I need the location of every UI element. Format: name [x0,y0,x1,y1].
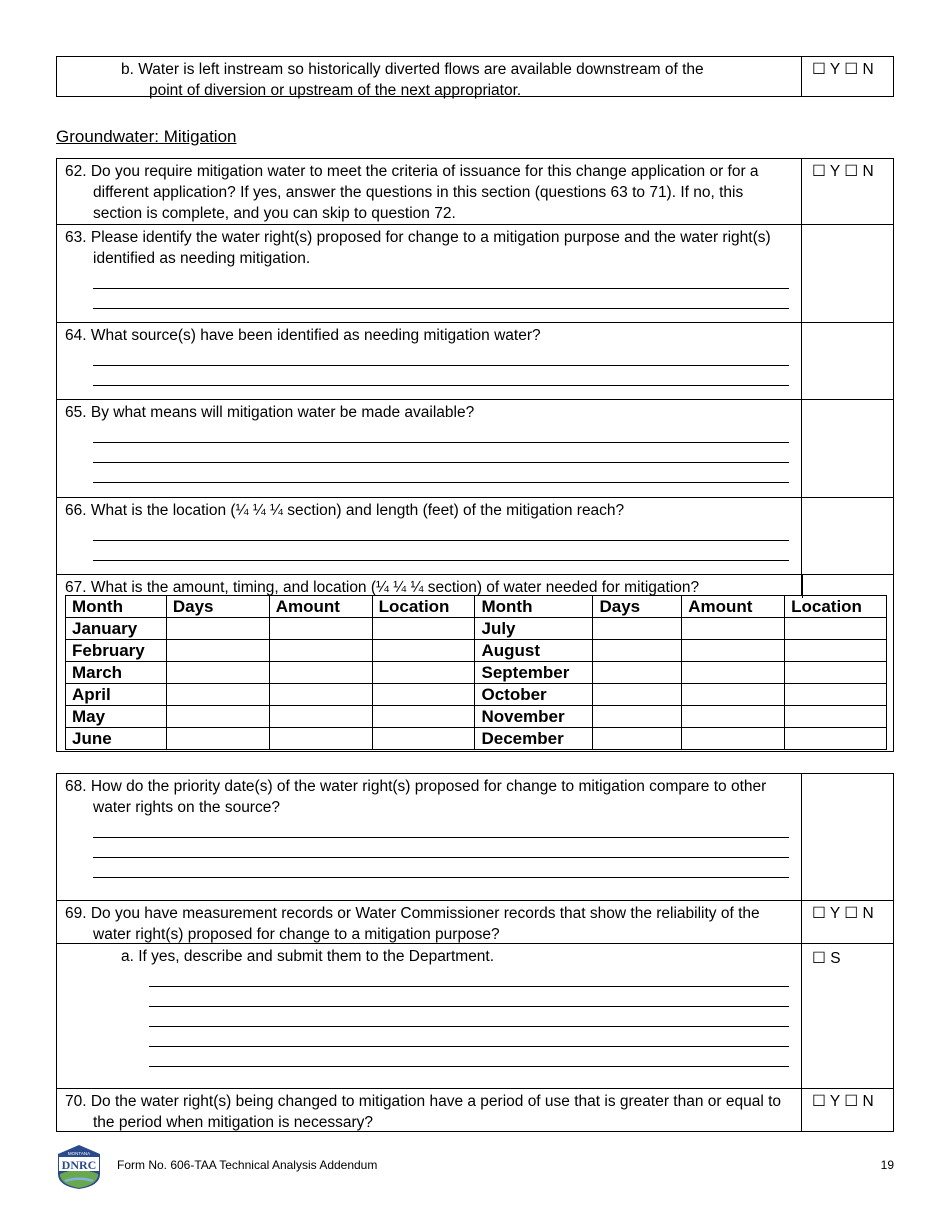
answer-line[interactable] [93,818,789,838]
month-cell: April [66,684,167,706]
table-row [66,618,887,640]
col-month: Month [475,596,593,618]
answer-line[interactable] [93,346,789,366]
days-cell[interactable] [593,728,682,750]
days-cell[interactable] [593,662,682,684]
location-cell[interactable] [785,640,887,662]
table-row [66,662,887,684]
question-66-text: 66. What is the location (¼ ¼ ¼ section) and length (feet) of the mitigation reach? [65,502,625,519]
amount-cell[interactable] [269,618,372,640]
question-63-text: 63. Please identify the water right(s) proposed for change to a mitigation purpose and the water right(s) identified as needing mitigation. [65,229,771,267]
location-cell[interactable] [785,684,887,706]
col-location: Location [785,596,887,618]
days-cell[interactable] [166,684,269,706]
days-cell[interactable] [166,728,269,750]
yes-no-checkbox[interactable]: ☐ Y ☐ N [812,61,874,78]
col-amount: Amount [269,596,372,618]
month-cell: February [66,640,167,662]
question-61b-line2: point of diversion or upstream of the next appropriator. [149,82,522,99]
month-cell: September [475,662,593,684]
page-footer [56,1144,894,1190]
month-cell: January [66,618,167,640]
s-checkbox[interactable]: ☐ S [812,950,841,967]
month-cell: November [475,706,593,728]
amount-cell[interactable] [682,684,785,706]
yes-no-checkbox[interactable]: ☐ Y ☐ N [812,163,874,180]
days-cell[interactable] [593,618,682,640]
month-cell: March [66,662,167,684]
amount-cell[interactable] [269,684,372,706]
answer-line[interactable] [93,423,789,443]
location-cell[interactable] [372,662,475,684]
amount-cell[interactable] [269,706,372,728]
table-header-row [66,596,887,618]
month-cell: May [66,706,167,728]
answer-line[interactable] [93,838,789,858]
col-month: Month [66,596,167,618]
amount-cell[interactable] [269,662,372,684]
question-69-text: 69. Do you have measurement records or Water Commissioner records that show the reliability of the water right(s) proposed for change to a mitigation purpose? [65,905,760,943]
answer-cell [802,400,893,497]
answer-line[interactable] [93,366,789,386]
col-days: Days [166,596,269,618]
questions-68-70-box [56,773,894,1132]
month-cell: October [475,684,593,706]
question-68-text: 68. How do the priority date(s) of the water right(s) proposed for change to mitigation compare to other water rights on the source? [65,778,767,816]
days-cell[interactable] [166,618,269,640]
location-cell[interactable] [785,728,887,750]
table-row [66,706,887,728]
answer-line[interactable] [149,1007,789,1027]
question-61b-line1: b. Water is left instream so historically diverted flows are available downstream of the [121,61,704,78]
question-70 [57,1088,893,1131]
days-cell[interactable] [166,706,269,728]
dnrc-logo [56,1144,102,1190]
days-cell[interactable] [593,640,682,662]
col-amount: Amount [682,596,785,618]
question-63 [57,224,893,322]
location-cell[interactable] [372,618,475,640]
month-cell: August [475,640,593,662]
answer-line[interactable] [149,1047,789,1067]
question-65 [57,399,893,497]
location-cell[interactable] [785,662,887,684]
month-cell: July [475,618,593,640]
col-location: Location [372,596,475,618]
col-days: Days [593,596,682,618]
amount-cell[interactable] [682,640,785,662]
answer-line[interactable] [93,443,789,463]
question-65-text: 65. By what means will mitigation water be made available? [65,404,475,421]
question-61b [57,57,893,99]
table-row [66,728,887,750]
question-64-text: 64. What source(s) have been identified as needing mitigation water? [65,327,541,344]
logo-top-text: MONTANA [67,1151,91,1156]
answer-line[interactable] [93,289,789,309]
question-66 [57,497,893,574]
answer-cell [802,774,893,900]
amount-cell[interactable] [269,728,372,750]
days-cell[interactable] [593,684,682,706]
amount-cell[interactable] [682,728,785,750]
question-69a-text: a. If yes, describe and submit them to the Department. [121,948,495,965]
question-62 [57,159,893,224]
yes-no-checkbox[interactable]: ☐ Y ☐ N [812,905,874,922]
answer-line[interactable] [149,987,789,1007]
section-heading: Groundwater: Mitigation [56,127,237,146]
location-cell[interactable] [785,618,887,640]
question-68 [57,774,893,900]
answer-line[interactable] [93,521,789,541]
days-cell[interactable] [166,662,269,684]
table-row [66,640,887,662]
amount-cell[interactable] [269,640,372,662]
question-70-text: 70. Do the water right(s) being changed to mitigation have a period of use that is greater than or equal to the period when mitigation is necessary? [65,1093,782,1131]
mitigation-month-table [65,595,887,750]
location-cell[interactable] [785,706,887,728]
yes-no-checkbox[interactable]: ☐ Y ☐ N [812,1093,874,1110]
question-69a [57,943,893,1088]
month-cell: June [66,728,167,750]
question-62-text: 62. Do you require mitigation water to meet the criteria of issuance for this change application or for a different application? If yes, answer the questions in this section (questions 63 to 71). If no, this section is complete, and you can skip to question 72. [65,163,759,222]
days-cell[interactable] [593,706,682,728]
answer-cell [802,498,893,574]
question-64 [57,322,893,399]
location-cell[interactable] [372,640,475,662]
month-cell: December [475,728,593,750]
question-67-text: 67. What is the amount, timing, and location (¼ ¼ ¼ section) of water needed for mitigation? [65,579,700,596]
form-number: Form No. 606-TAA Technical Analysis Addendum [117,1158,378,1172]
location-cell[interactable] [372,684,475,706]
top-question-box [56,56,894,97]
amount-cell[interactable] [682,618,785,640]
amount-cell[interactable] [682,706,785,728]
answer-line[interactable] [149,967,789,987]
days-cell[interactable] [166,640,269,662]
page-number: 19 [880,1158,894,1172]
location-cell[interactable] [372,706,475,728]
logo-text: DNRC [61,1158,97,1172]
question-67 [57,574,893,751]
answer-line[interactable] [93,269,789,289]
questions-62-67-box [56,158,894,752]
table-row [66,684,887,706]
question-69 [57,900,893,943]
answer-line[interactable] [149,1027,789,1047]
location-cell[interactable] [372,728,475,750]
answer-line[interactable] [93,463,789,483]
answer-line[interactable] [93,541,789,561]
answer-line[interactable] [93,858,789,878]
amount-cell[interactable] [682,662,785,684]
answer-cell [802,225,893,322]
answer-cell [802,323,893,399]
